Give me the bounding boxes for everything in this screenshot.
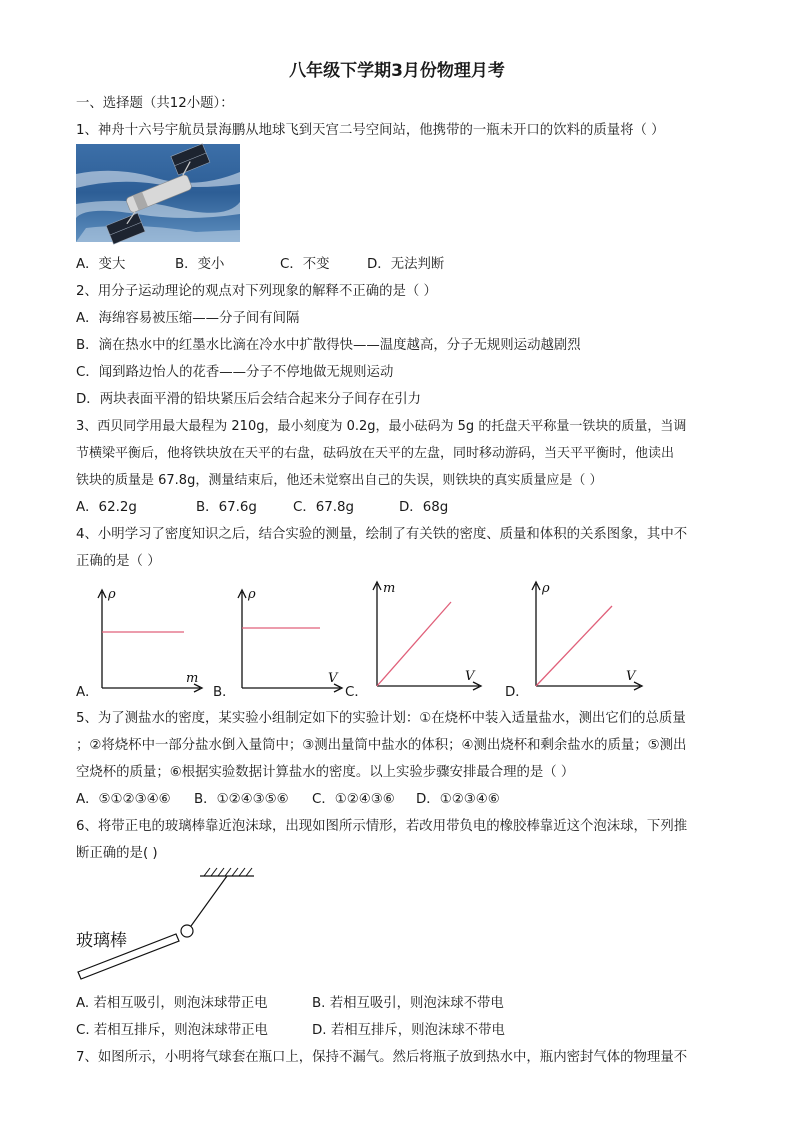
q4-option-b: B． <box>213 685 236 700</box>
graph-a <box>90 584 210 694</box>
q7-line-1: 7、如图所示，小明将气球套在瓶口上，保持不漏气。然后将瓶子放到热水中，瓶内密封气体的物理量不 <box>76 1050 688 1065</box>
q4-option-c: C． <box>345 685 368 700</box>
q2-option-a: A．海绵容易被压缩——分子间有间隔 <box>76 311 300 326</box>
q1-option-c: C．不变 <box>280 257 330 272</box>
graph-b <box>230 584 350 694</box>
q3-line-1: 3、西贝同学用最大最程为 210g，最小刻度为 0.2g，最小砝码为 5g 的托盘天平称量一铁块的质量，当调 <box>76 419 687 434</box>
page-title: 八年级下学期3月份物理月考 <box>289 61 505 81</box>
graph-a-ylabel: ρ <box>108 587 116 602</box>
glass-rod-figure <box>72 864 272 982</box>
graph-d-xlabel: V <box>626 669 636 684</box>
q4-option-a: A． <box>76 685 99 700</box>
q5-option-c: C．①②④③⑥ <box>312 792 395 807</box>
q6-option-c: C. 若相互排斥，则泡沫球带正电 <box>76 1023 268 1038</box>
graph-d <box>524 578 648 690</box>
q1-stem: 1、神舟十六号宇航员景海鹏从地球飞到天宫二号空间站，他携带的一瓶未开口的饮料的质量将（ ） <box>76 123 665 138</box>
q5-line-1: 5、为了测盐水的密度，某实验小组制定如下的实验计划：①在烧杯中装入适量盐水，测出它们的总质量 <box>76 711 686 726</box>
q1-option-d: D．无法判断 <box>367 257 445 272</box>
q6-option-b: B. 若相互吸引，则泡沫球不带电 <box>312 996 504 1011</box>
q3-option-d: D．68g <box>399 500 449 515</box>
q5-option-a: A．⑤①②③④⑥ <box>76 792 171 807</box>
q3-line-2: 节横梁平衡后，他将铁块放在天平的右盘，砝码放在天平的左盘，同时移动游码，当天平平衡时，他读出 <box>76 446 675 461</box>
graph-d-ylabel: ρ <box>542 581 550 596</box>
q6-line-1: 6、将带正电的玻璃棒靠近泡沫球，出现如图所示情形，若改用带负电的橡胶棒靠近这个泡沫球，下列推 <box>76 819 688 834</box>
graph-b-ylabel: ρ <box>248 587 256 602</box>
q3-option-c: C．67.8g <box>293 500 355 515</box>
foam-ball <box>181 925 193 937</box>
q2-option-c: C．闻到路边怡人的花香——分子不停地做无规则运动 <box>76 365 394 380</box>
graph-c <box>365 578 485 690</box>
section-heading: 一、选择题（共12小题）： <box>76 96 234 111</box>
q1-option-a: A．变大 <box>76 257 126 272</box>
q4-line-1: 4、小明学习了密度知识之后，结合实验的测量，绘制了有关铁的密度、质量和体积的关系图象，其中不 <box>76 527 688 542</box>
q5-option-d: D．①②③④⑥ <box>416 792 500 807</box>
q2-option-b: B．滴在热水中的红墨水比滴在冷水中扩散得快——温度越高，分子无规则运动越剧烈 <box>76 338 581 353</box>
q5-line-3: 空烧杯的质量；⑥根据实验数据计算盐水的密度。以上实验步骤安排最合理的是（ ） <box>76 765 575 780</box>
graph-c-ylabel: m <box>383 581 396 596</box>
graph-c-line <box>377 602 451 686</box>
q4-option-d: D． <box>505 685 529 700</box>
q3-line-3: 铁块的质量是 67.8g，测量结束后，他还未觉察出自己的失误，则铁块的真实质量应是（ ） <box>76 473 603 488</box>
graph-c-xlabel: V <box>465 669 475 684</box>
space-station-image <box>76 144 240 242</box>
glass-rod-label: 玻璃棒 <box>76 931 127 951</box>
q5-option-b: B．①②④③⑤⑥ <box>194 792 289 807</box>
q5-line-2: ；②将烧杯中一部分盐水倒入量筒中；③测出量筒中盐水的体积；④测出烧杯和剩余盐水的质量；⑤测出 <box>76 738 687 753</box>
q2-stem: 2、用分子运动理论的观点对下列现象的解释不正确的是（ ） <box>76 284 437 299</box>
q3-option-a: A．62.2g <box>76 500 137 515</box>
q6-option-d: D. 若相互排斥，则泡沫球不带电 <box>312 1023 505 1038</box>
q2-option-d: D．两块表面平滑的铅块紧压后会结合起来分子间存在引力 <box>76 392 422 407</box>
q6-line-2: 断正确的是( ) <box>76 846 158 861</box>
q4-line-2: 正确的是（ ） <box>76 554 161 569</box>
q6-option-a: A. 若相互吸引，则泡沫球带正电 <box>76 996 268 1011</box>
graph-a-xlabel: m <box>186 671 199 686</box>
q3-option-b: B．67.6g <box>196 500 257 515</box>
graph-d-line <box>536 606 612 686</box>
graph-b-xlabel: V <box>328 671 338 686</box>
q1-option-b: B．变小 <box>175 257 225 272</box>
